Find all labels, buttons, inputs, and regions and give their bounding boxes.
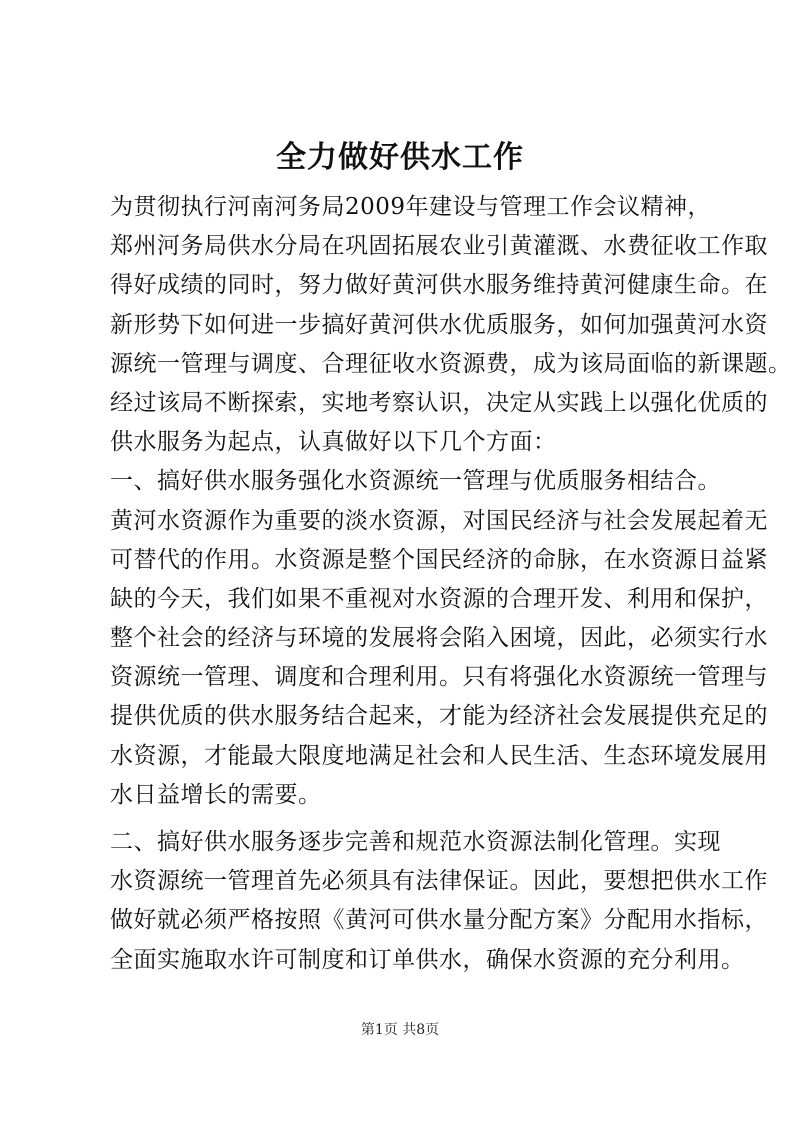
paragraph-1 (110, 188, 792, 462)
text-line: 全面实施取水许可制度和订单供水，确保水资源的充分利用。 (110, 946, 745, 973)
text-line: 得好成绩的同时，努力做好黄河供水服务维持黄河健康生命。在 (110, 272, 768, 299)
page-number-footer: 第1页 共8页 (360, 1022, 440, 1038)
text-line: 源统一管理与调度、合理征收水资源费，成为该局面临的新课题。 (110, 350, 792, 377)
paragraph-3 (110, 823, 768, 980)
text-line: 资源统一管理、调度和合理利用。只有将强化水资源统一管理与 (110, 664, 768, 691)
paragraph-2 (110, 462, 768, 815)
text-line: 缺的今天，我们如果不重视对水资源的合理开发、利用和保护， (110, 585, 768, 612)
text-line: 做好就必须严格按照《黄河可供水量分配方案》分配用水指标， (110, 907, 768, 934)
paragraph-spacer (110, 815, 710, 823)
text-line: 水资源，才能最大限度地满足社会和人民生活、生态环境发展用 (110, 742, 768, 769)
text-line: 可替代的作用。水资源是整个国民经济的命脉，在水资源日益紧 (110, 546, 768, 573)
text-line: 供水服务为起点，认真做好以下几个方面： (110, 429, 557, 456)
text-line: 水日益增长的需要。 (110, 781, 322, 808)
text-line: 提供优质的供水服务结合起来，才能为经济社会发展提供充足的 (110, 703, 768, 730)
text-line: 水资源统一管理首先必须具有法律保证。因此，要想把供水工作 (110, 868, 768, 895)
text-line: 二、搞好供水服务逐步完善和规范水资源法制化管理。实现 (110, 829, 721, 855)
text-line: 经过该局不断探索，实地考察认识，决定从实践上以强化优质的 (110, 389, 768, 416)
text-line: 为贯彻执行河南河务局2009年建设与管理工作会议精神， (110, 194, 712, 220)
text-line: 黄河水资源作为重要的淡水资源，对国民经济与社会发展起着无 (110, 507, 768, 534)
document-body (110, 188, 792, 980)
text-line: 郑州河务局供水分局在巩固拓展农业引黄灌溉、水费征收工作取 (110, 233, 768, 260)
text-line: 新形势下如何进一步搞好黄河供水优质服务，如何加强黄河水资 (110, 311, 768, 338)
document-title: 全力做好供水工作 (276, 140, 524, 175)
text-line: 一、搞好供水服务强化水资源统一管理与优质服务相结合。 (110, 468, 721, 495)
text-line: 整个社会的经济与环境的发展将会陷入困境，因此，必须实行水 (110, 625, 768, 652)
